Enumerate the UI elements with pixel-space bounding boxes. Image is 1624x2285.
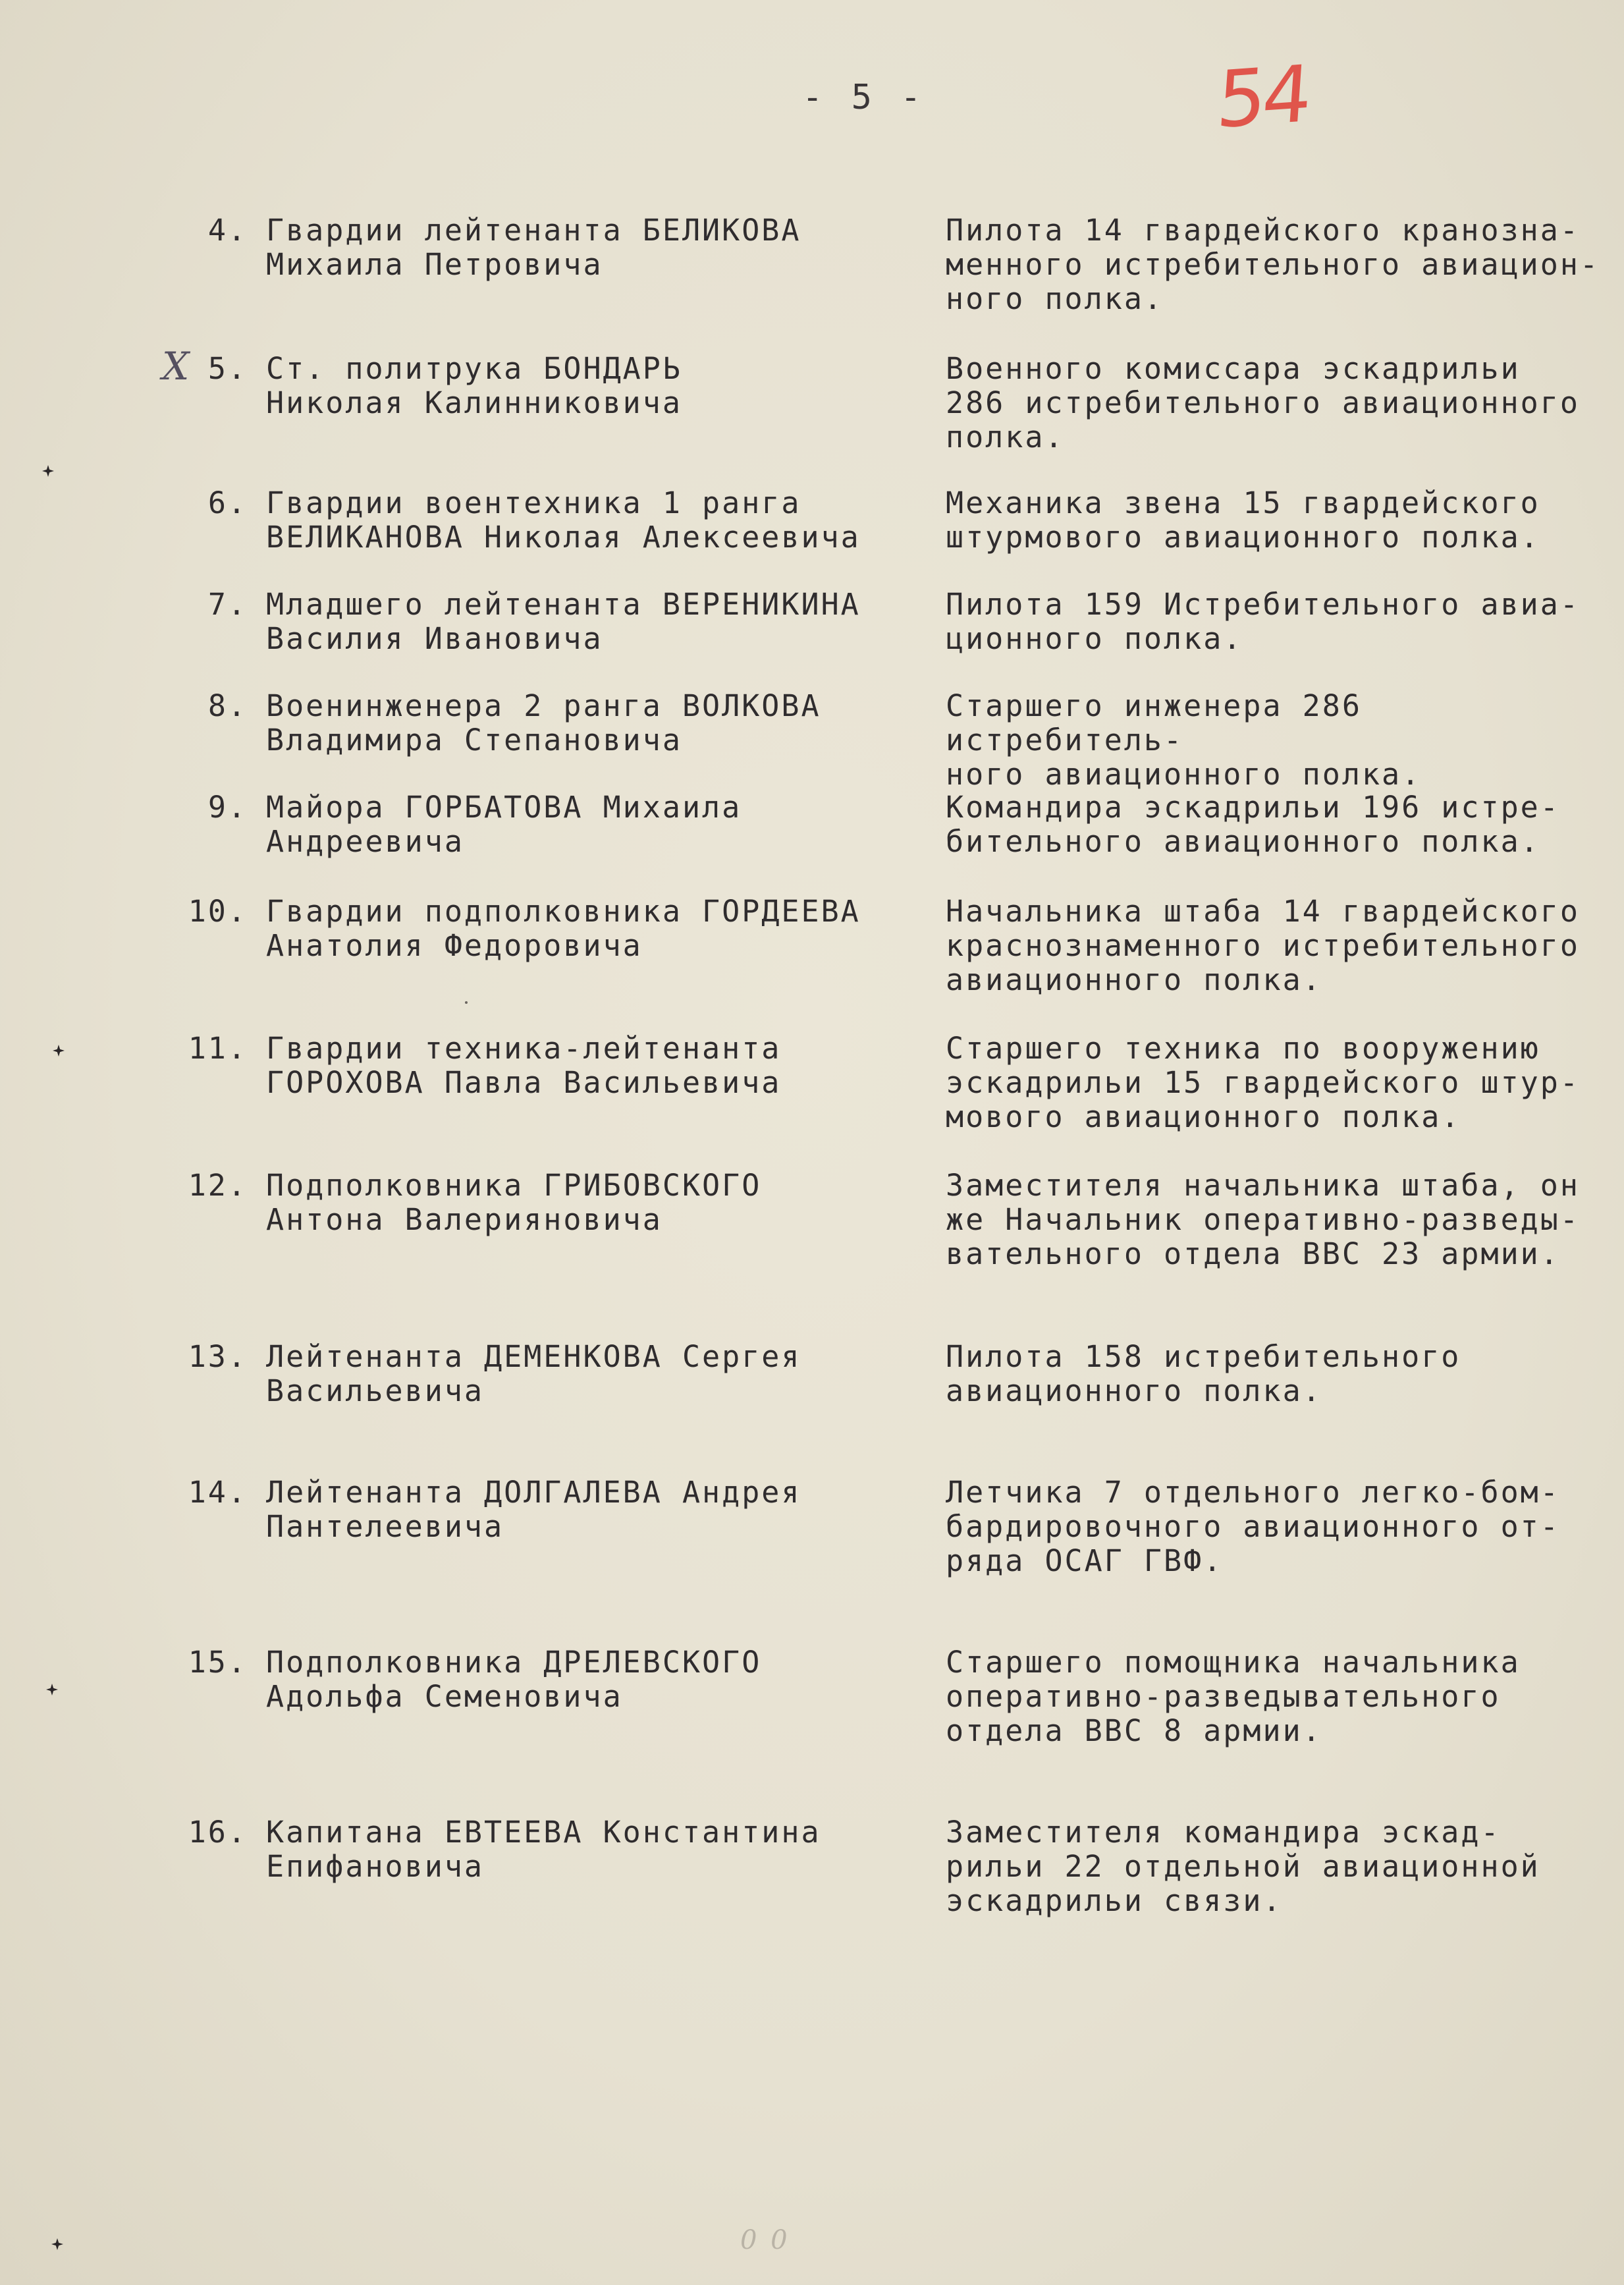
entry-number: 10. (188, 894, 248, 929)
entry-name: Военинженера 2 ранга ВОЛКОВА Владимира Степановича (266, 688, 821, 757)
entry-position: Летчика 7 отдельного легко-бом- бардировочного авиационного от- ряда ОСАГ ГВФ. (946, 1475, 1560, 1578)
entry-position: Военного комиссара эскадрильи 286 истребительного авиационного полка. (946, 351, 1580, 454)
entry-number: 12. (188, 1168, 248, 1203)
entry-number: 4. (207, 213, 248, 248)
paper-speck (465, 1001, 468, 1004)
faint-bottom-mark: 0 0 (740, 2225, 790, 2255)
entry-name: Гвардии техника-лейтенанта ГОРОХОВА Павла Васильевича (266, 1031, 782, 1100)
entry-name: Гвардии подполковника ГОРДЕЕВА Анатолия Федоровича (266, 894, 861, 963)
binder-hole-icon (53, 1045, 65, 1057)
entry-position: Старшего техника по вооружению эскадрильи 15 гвардейского штур- мового авиационного полка. (946, 1031, 1580, 1134)
page-number: - 5 - (802, 78, 925, 117)
entry-number: 9. (207, 790, 248, 825)
entry-name: Подполковника ГРИБОВСКОГО Антона Валерияновича (266, 1168, 762, 1237)
entry-number: 16. (188, 1815, 248, 1850)
entry-name: Гвардии лейтенанта БЕЛИКОВА Михаила Петровича (266, 213, 801, 282)
entry-position: Старшего инженера 286 истребитель- ного авиационного полка. (946, 688, 1422, 792)
entry-number: 11. (188, 1031, 248, 1066)
handwritten-check-mark: Х (162, 344, 192, 389)
entry-name: Лейтенанта ДОЛГАЛЕВА Андрея Пантелеевича (266, 1475, 801, 1544)
entry-name: Лейтенанта ДЕМЕНКОВА Сергея Васильевича (266, 1339, 801, 1408)
binder-hole-icon (42, 465, 54, 477)
entry-position: Пилота 158 истребительного авиационного полка. (946, 1339, 1461, 1408)
binder-hole-icon (46, 1684, 58, 1695)
handwritten-folio-number: 54 (1214, 47, 1311, 146)
entry-name: Ст. политрука БОНДАРЬ Николая Калинниковича (266, 351, 682, 420)
entry-position: Командира эскадрильи 196 истре- бительного авиационного полка. (946, 790, 1560, 859)
entry-position: Начальника штаба 14 гвардейского краснознаменного истребительного авиационного полка. (946, 894, 1580, 997)
entry-number: 8. (207, 688, 248, 723)
entry-name: Капитана ЕВТЕЕВА Константина Епифановича (266, 1815, 821, 1884)
entry-position: Старшего помощника начальника оперативно-разведывательного отдела ВВС 8 армии. (946, 1645, 1521, 1748)
entry-position: Пилота 14 гвардейского кранозна- менного истребительного авиацион- ного полка. (946, 213, 1600, 316)
entry-name: Младшего лейтенанта ВЕРЕНИКИНА Василия Ивановича (266, 587, 861, 656)
entry-name: Майора ГОРБАТОВА Михаила Андреевича (266, 790, 742, 859)
entry-position: Заместителя командира эскад- рильи 22 отдельной авиационной эскадрильи связи. (946, 1815, 1540, 1918)
entry-number: 15. (188, 1645, 248, 1680)
entry-position: Механика звена 15 гвардейского штурмового авиационного полка. (946, 485, 1540, 555)
entry-number: 13. (188, 1339, 248, 1374)
entry-position: Заместителя начальника штаба, он же Начальник оперативно-разведы- вательного отдела ВВС 23 армии. (946, 1168, 1580, 1271)
entry-number: 14. (188, 1475, 248, 1510)
entry-number: 5. (207, 351, 248, 386)
entry-name: Подполковника ДРЕЛЕВСКОГО Адольфа Семеновича (266, 1645, 762, 1714)
binder-hole-icon (51, 2238, 63, 2250)
entry-name: Гвардии воентехника 1 ранга ВЕЛИКАНОВА Николая Алексеевича (266, 485, 861, 555)
entry-number: 7. (207, 587, 248, 622)
entry-position: Пилота 159 Истребительного авиа- ционного полка. (946, 587, 1580, 656)
entry-number: 6. (207, 485, 248, 520)
